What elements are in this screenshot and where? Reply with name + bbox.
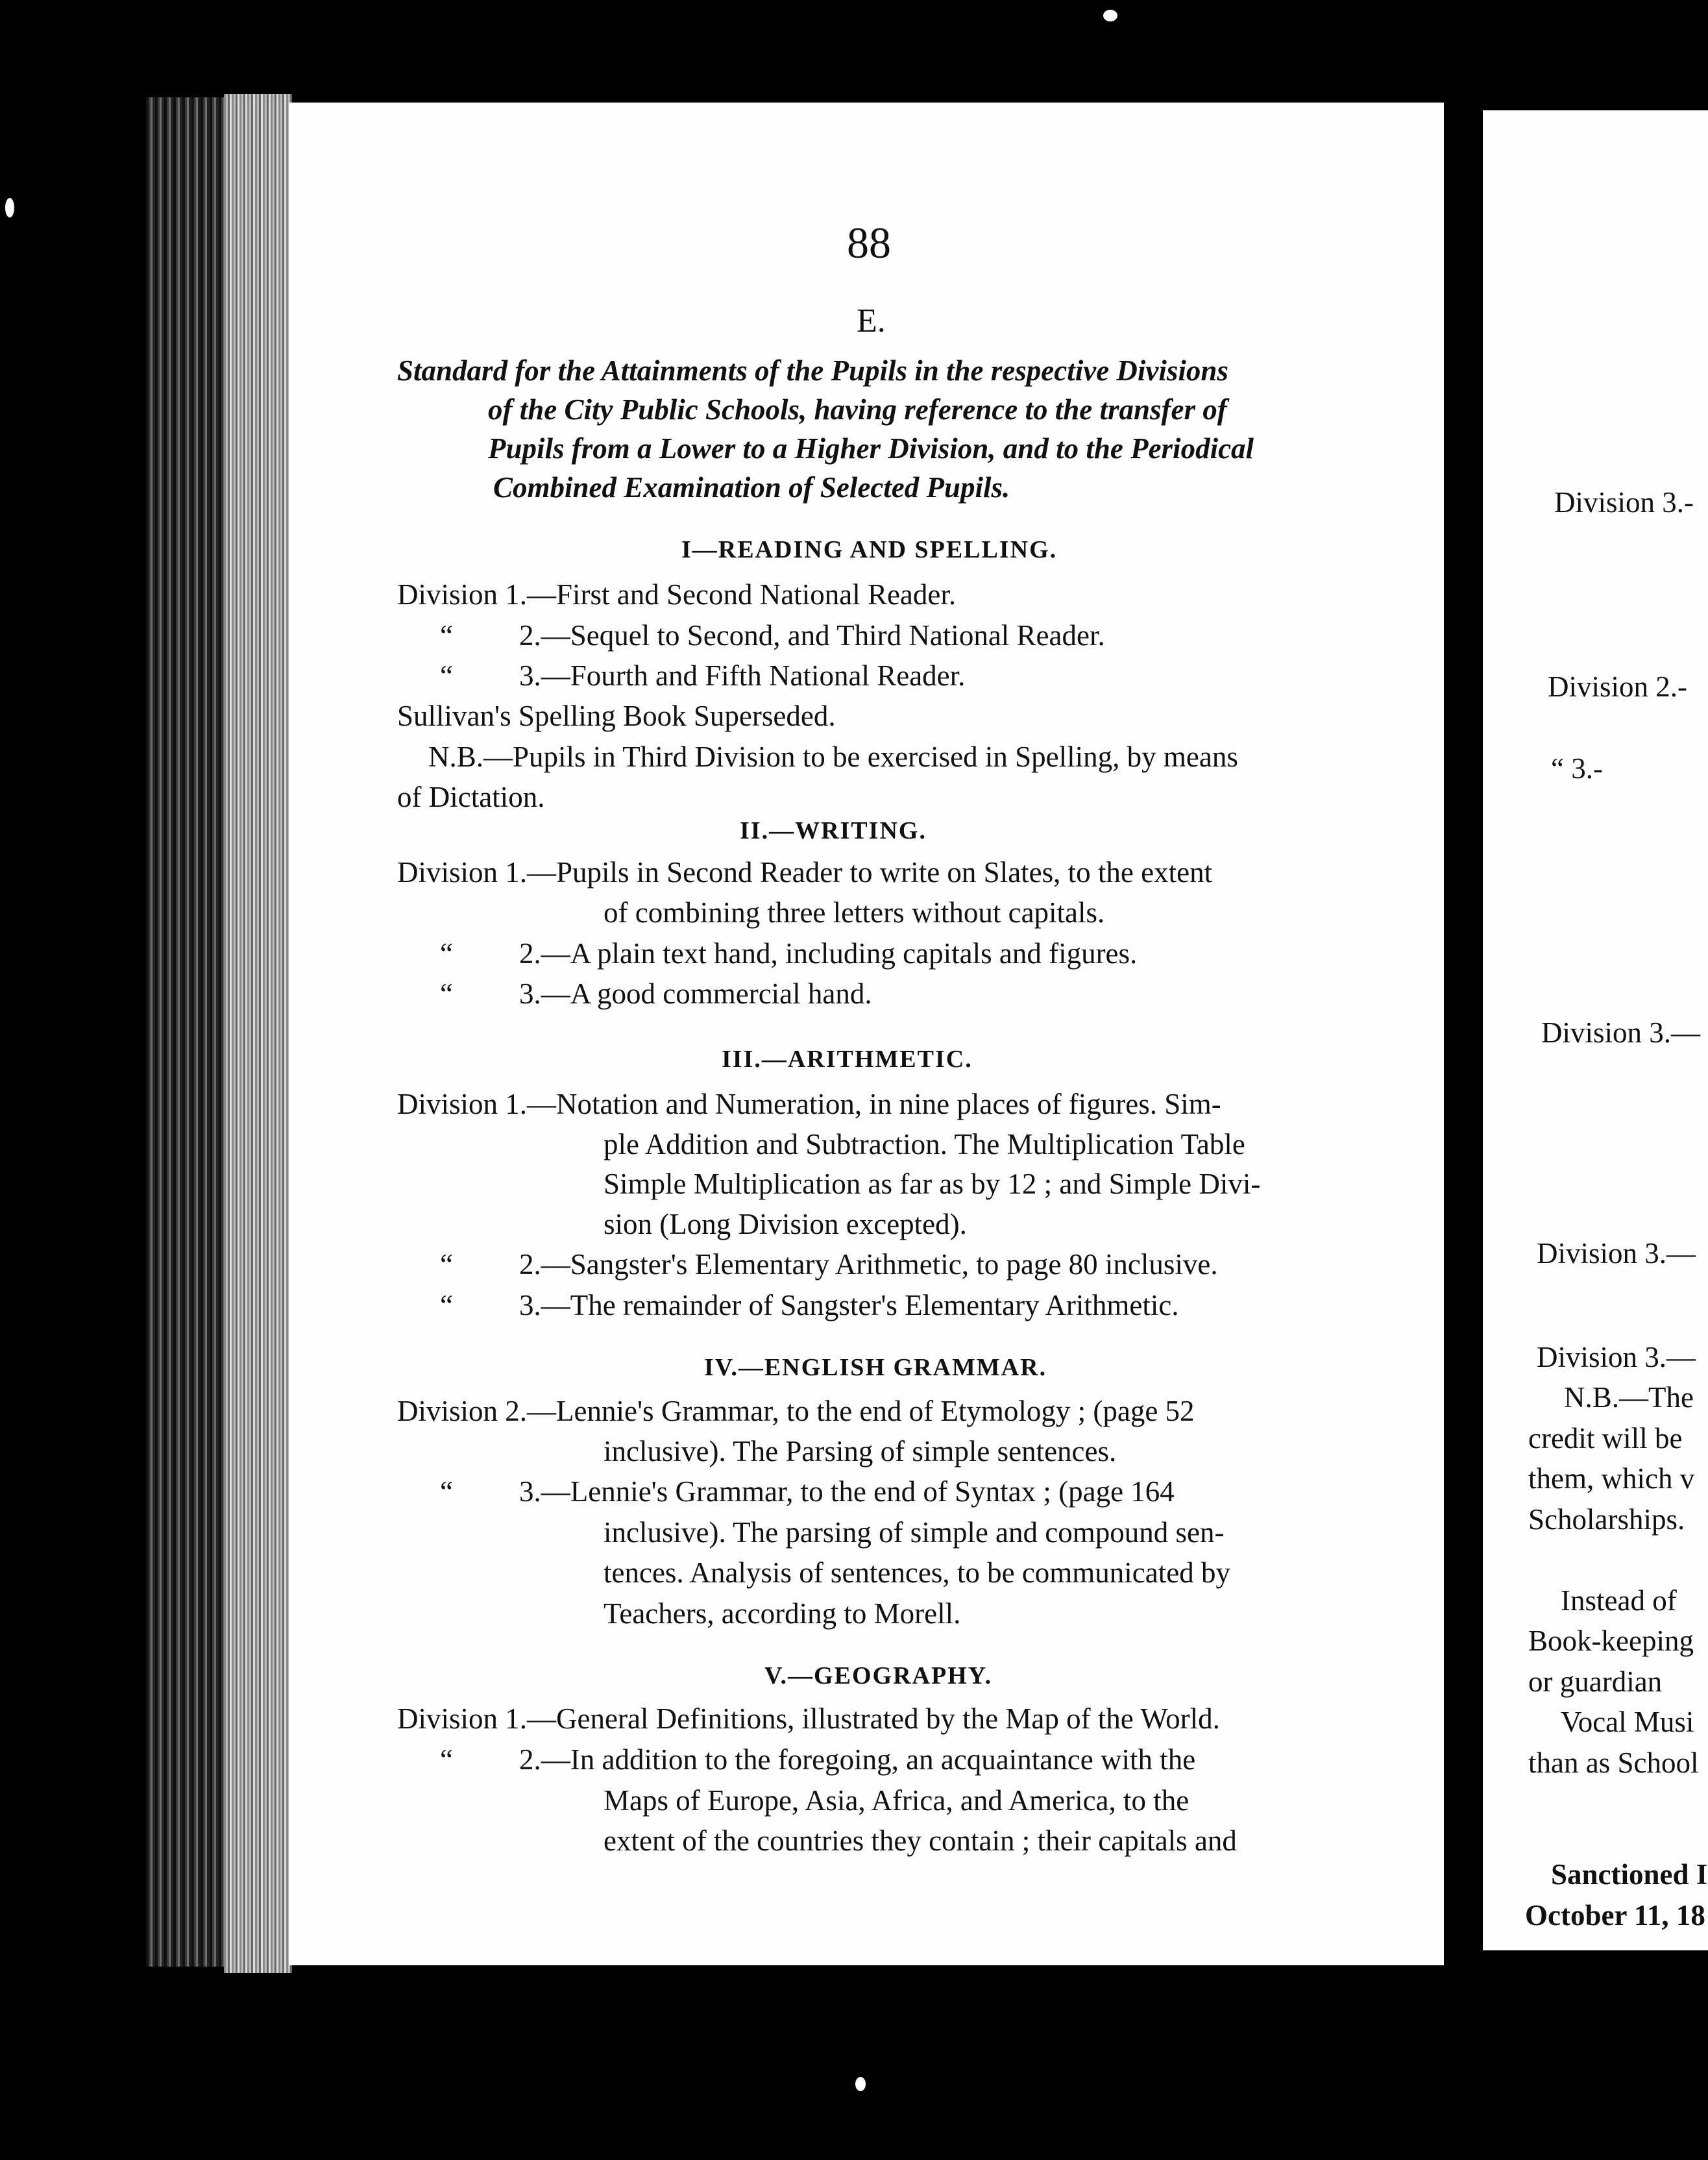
facing-text: Division 2.- xyxy=(1548,670,1688,703)
facing-text: “ 3.- xyxy=(1551,752,1603,785)
text-line: 2.—A plain text hand, including capitals and figures. xyxy=(519,937,1138,970)
facing-text: than as School xyxy=(1528,1747,1699,1779)
text-line: inclusive). The parsing of simple and compound sen- xyxy=(604,1516,1225,1549)
text-line: Simple Multiplication as far as by 12 ; and Simple Divi- xyxy=(604,1168,1261,1200)
facing-text: Division 3.— xyxy=(1537,1341,1696,1373)
text-line: Division 1.—General Definitions, illustrated by the Map of the World. xyxy=(397,1702,1220,1735)
text-line: Division 1.—Pupils in Second Reader to write on Slates, to the extent xyxy=(397,856,1213,889)
ditto-mark: “ xyxy=(440,937,453,970)
text-line: 2.—Sequel to Second, and Third National Reader. xyxy=(519,619,1105,652)
facing-text: credit will be xyxy=(1528,1422,1683,1454)
text-line: Division 2.—Lennie's Grammar, to the end of Etymology ; (page 52 xyxy=(397,1395,1195,1427)
ditto-mark: “ xyxy=(440,977,453,1010)
text-line: Sullivan's Spelling Book Superseded. xyxy=(397,700,836,732)
appendix-letter: E. xyxy=(857,302,886,339)
text-line: Teachers, according to Morell. xyxy=(604,1597,961,1630)
facing-text: N.B.—The xyxy=(1564,1381,1694,1414)
speck xyxy=(5,198,14,217)
speck xyxy=(1103,10,1117,21)
facing-text: them, which v xyxy=(1528,1462,1695,1495)
intro-line: Standard for the Attainments of the Pupils in the respective Divisions xyxy=(397,354,1228,387)
section-heading: I—READING AND SPELLING. xyxy=(681,536,1058,563)
ditto-mark: “ xyxy=(440,1743,453,1776)
facing-text: Scholarships. xyxy=(1528,1503,1685,1536)
text-line: ple Addition and Subtraction. The Multiplication Table xyxy=(604,1128,1245,1160)
speck xyxy=(855,2077,866,2091)
text-line: sion (Long Division excepted). xyxy=(604,1208,967,1240)
text-line: Division 1.—First and Second National Reader. xyxy=(397,578,957,611)
ditto-mark: “ xyxy=(440,659,453,692)
ditto-mark: “ xyxy=(440,1248,453,1281)
page-number: 88 xyxy=(847,218,891,267)
intro-line: Combined Examination of Selected Pupils. xyxy=(493,471,1010,504)
ditto-mark: “ xyxy=(440,619,453,652)
facing-text: Sanctioned I xyxy=(1551,1858,1708,1891)
text-line: Division 1.—Notation and Numeration, in nine places of figures. Sim- xyxy=(397,1088,1221,1120)
text-line: tences. Analysis of sentences, to be communicated by xyxy=(604,1556,1230,1589)
text-line: 3.—The remainder of Sangster's Elementary Arithmetic. xyxy=(519,1289,1179,1321)
facing-text: Division 3.- xyxy=(1554,486,1694,519)
text-line: 3.—A good commercial hand. xyxy=(519,977,872,1010)
facing-text: Vocal Musi xyxy=(1561,1706,1694,1738)
facing-text: Division 3.— xyxy=(1541,1016,1701,1049)
text-line: extent of the countries they contain ; their capitals and xyxy=(604,1824,1237,1857)
intro-line: Pupils from a Lower to a Higher Division, and to the Periodical xyxy=(488,432,1254,465)
facing-text: or guardian xyxy=(1528,1665,1663,1698)
facing-text: Book-keeping xyxy=(1528,1625,1694,1657)
text-line: 3.—Fourth and Fifth National Reader. xyxy=(519,659,966,692)
facing-text: October 11, 18 xyxy=(1525,1899,1705,1932)
section-heading: IV.—ENGLISH GRAMMAR. xyxy=(704,1354,1047,1381)
intro-line: of the City Public Schools, having reference to the transfer of xyxy=(488,393,1227,426)
text-line: of Dictation. xyxy=(397,781,545,813)
page-edges xyxy=(224,94,292,1973)
facing-text: Division 3.— xyxy=(1537,1237,1696,1270)
text-line: inclusive). The Parsing of simple sentences. xyxy=(604,1435,1117,1467)
facing-text: Instead of xyxy=(1561,1584,1677,1617)
ditto-mark: “ xyxy=(440,1475,453,1508)
text-line: 2.—In addition to the foregoing, an acquaintance with the xyxy=(519,1743,1196,1776)
text-line: 2.—Sangster's Elementary Arithmetic, to page 80 inclusive. xyxy=(519,1248,1218,1281)
section-heading: III.—ARITHMETIC. xyxy=(722,1046,973,1073)
text-line: of combining three letters without capitals. xyxy=(604,896,1105,929)
section-heading: V.—GEOGRAPHY. xyxy=(764,1662,993,1689)
text-line: 3.—Lennie's Grammar, to the end of Syntax ; (page 164 xyxy=(519,1475,1175,1508)
text-line: Maps of Europe, Asia, Africa, and America, to the xyxy=(604,1784,1190,1817)
ditto-mark: “ xyxy=(440,1289,453,1321)
text-line: N.B.—Pupils in Third Division to be exercised in Spelling, by means xyxy=(428,741,1238,773)
section-heading: II.—WRITING. xyxy=(740,817,927,844)
